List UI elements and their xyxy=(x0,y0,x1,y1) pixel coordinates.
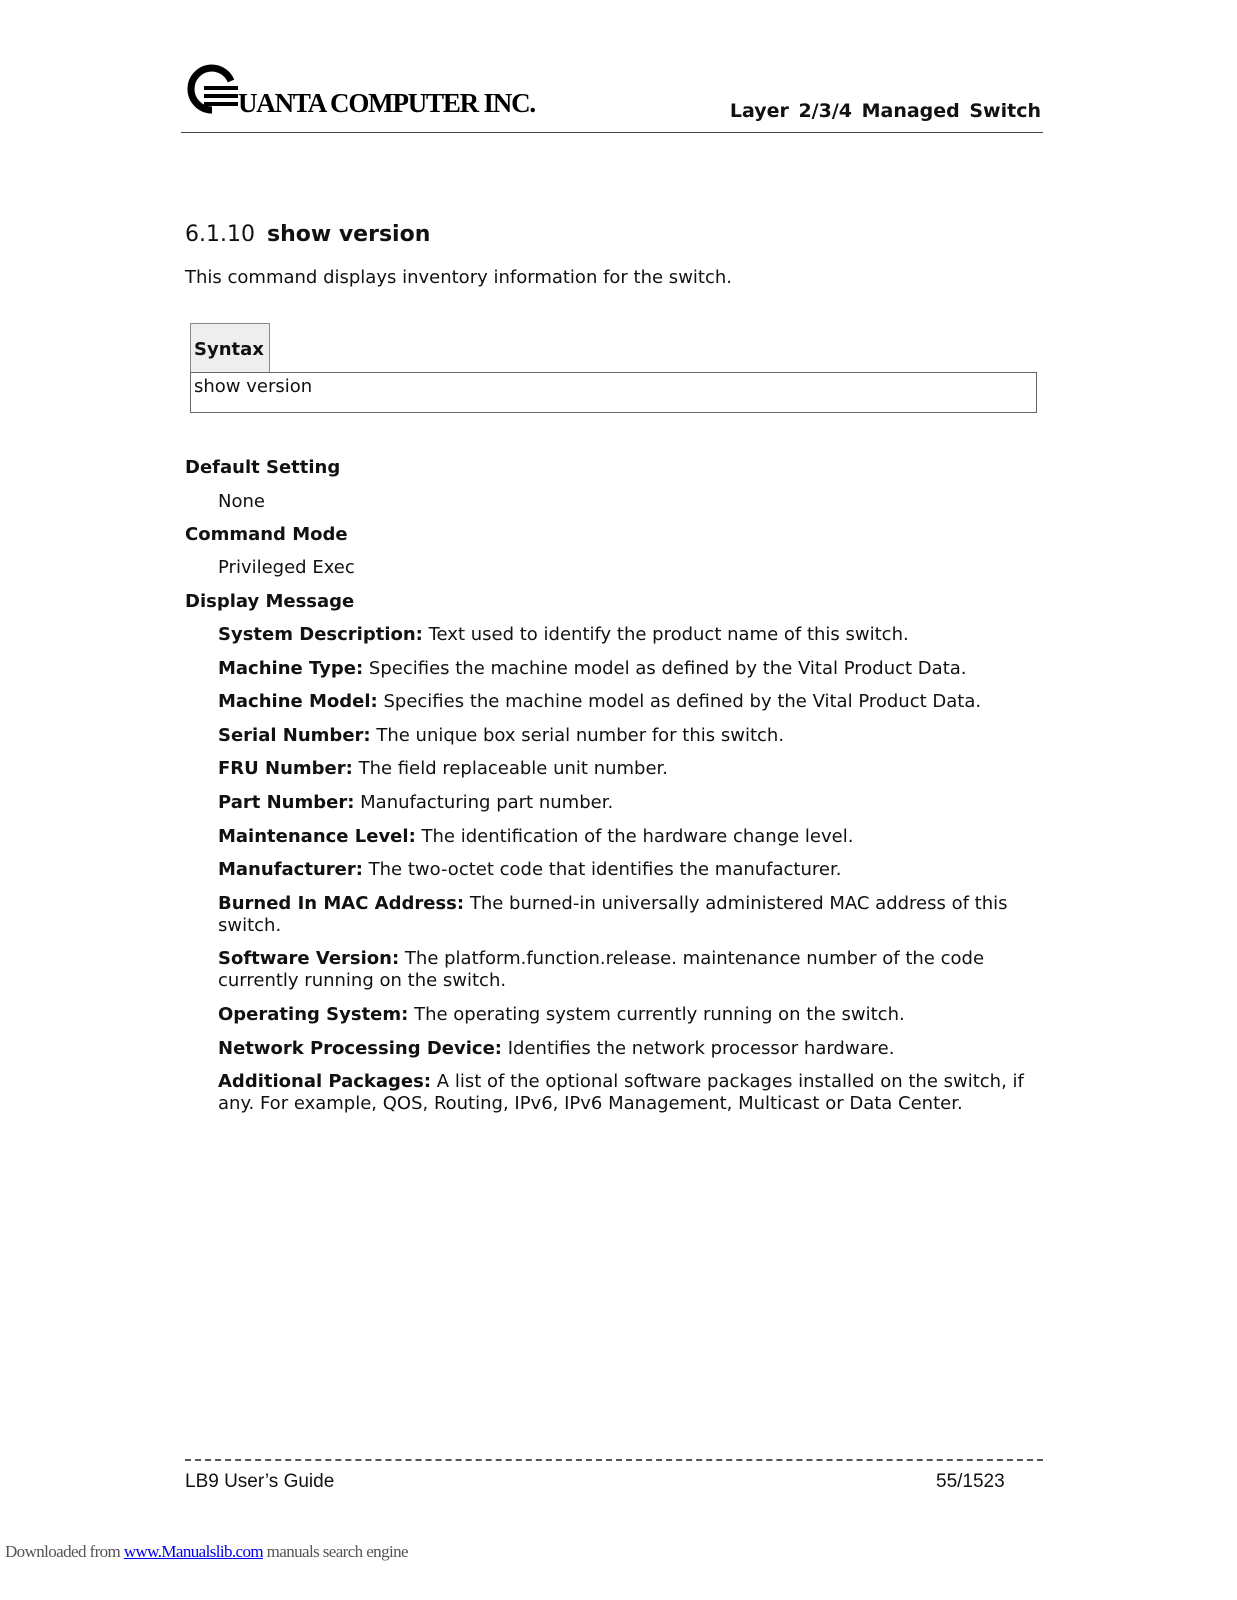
download-note xyxy=(5,1542,408,1562)
field-description: Manufacturing part number. xyxy=(360,791,614,813)
field-term: Operating System: xyxy=(218,1003,409,1025)
field-term: Part Number: xyxy=(218,791,355,813)
list-item xyxy=(218,948,1033,992)
list-item xyxy=(218,758,1033,780)
field-term: Manufacturer: xyxy=(218,859,363,881)
list-item xyxy=(218,691,1033,713)
list-item xyxy=(218,859,1033,881)
header-title: Layer 2/3/4 Managed Switch xyxy=(729,100,1041,122)
syntax-box xyxy=(190,372,1037,413)
field-term: Network Processing Device: xyxy=(218,1037,502,1059)
field-description: The platform.function.release. maintenance number of the code currently running on the switch. xyxy=(218,948,985,992)
field-term: Burned In MAC Address: xyxy=(218,892,465,914)
default-setting-heading: Default Setting xyxy=(185,457,341,478)
field-description: Specifies the machine model as defined by the Vital Product Data. xyxy=(383,691,982,713)
section-heading xyxy=(185,222,430,247)
field-term: Machine Type: xyxy=(218,657,364,679)
display-message-heading: Display Message xyxy=(185,591,355,612)
footer-divider xyxy=(185,1459,1043,1461)
field-description: A list of the optional software packages installed on the switch, if any. For example, QOS, Routing, IPv6, IPv6 Management, Multicast or Data Center. xyxy=(218,1071,1024,1115)
field-description: The burned-in universally administered MAC address of this switch. xyxy=(218,892,1008,936)
quanta-q-logo-icon xyxy=(186,64,238,114)
list-item xyxy=(218,1038,1033,1060)
syntax-label: Syntax xyxy=(194,339,264,360)
list-item xyxy=(218,826,1033,848)
footer-guide-title: LB9 User’s Guide xyxy=(185,1471,335,1492)
display-message-list xyxy=(218,624,1033,1127)
list-item xyxy=(218,624,1033,646)
field-description: Specifies the machine model as defined by the Vital Product Data. xyxy=(368,657,967,679)
download-note-suffix: manuals search engine xyxy=(263,1542,408,1561)
field-description: The operating system currently running on the switch. xyxy=(414,1003,905,1025)
field-description: Identifies the network processor hardware. xyxy=(507,1037,895,1059)
footer-page-number: 55/1523 xyxy=(936,1471,1005,1492)
list-item xyxy=(218,1071,1033,1115)
field-term: FRU Number: xyxy=(218,758,353,780)
field-description: The unique box serial number for this switch. xyxy=(376,724,785,746)
list-item xyxy=(218,893,1033,937)
field-term: Serial Number: xyxy=(218,724,371,746)
command-mode-value: Privileged Exec xyxy=(218,557,355,578)
company-logo xyxy=(186,64,566,124)
command-mode-heading: Command Mode xyxy=(185,524,348,545)
logo-text: UANTA COMPUTER INC. xyxy=(238,88,535,118)
field-term: Maintenance Level: xyxy=(218,825,416,847)
header-divider xyxy=(181,132,1043,133)
manualslib-link[interactable]: www.Manualslib.com xyxy=(123,1542,264,1561)
field-term: Additional Packages: xyxy=(218,1071,432,1093)
list-item xyxy=(218,1004,1033,1026)
field-description: The field replaceable unit number. xyxy=(358,758,669,780)
field-description: Text used to identify the product name of this switch. xyxy=(428,624,909,645)
section-number: 6.1.10 xyxy=(185,222,255,247)
section-intro: This command displays inventory information for the switch. xyxy=(185,267,732,288)
list-item xyxy=(218,658,1033,680)
field-description: The two-octet code that identifies the manufacturer. xyxy=(368,859,842,881)
syntax-header-cell xyxy=(190,323,270,372)
default-setting-value: None xyxy=(218,491,265,512)
field-term: System Description: xyxy=(218,624,423,645)
list-item xyxy=(218,792,1033,814)
list-item xyxy=(218,725,1033,747)
download-note-prefix: Downloaded from xyxy=(5,1542,124,1561)
section-command: show version xyxy=(266,222,431,247)
field-description: The identification of the hardware change level. xyxy=(421,825,854,847)
syntax-command: show version xyxy=(194,376,313,397)
field-term: Software Version: xyxy=(218,948,400,970)
field-term: Machine Model: xyxy=(218,691,378,713)
